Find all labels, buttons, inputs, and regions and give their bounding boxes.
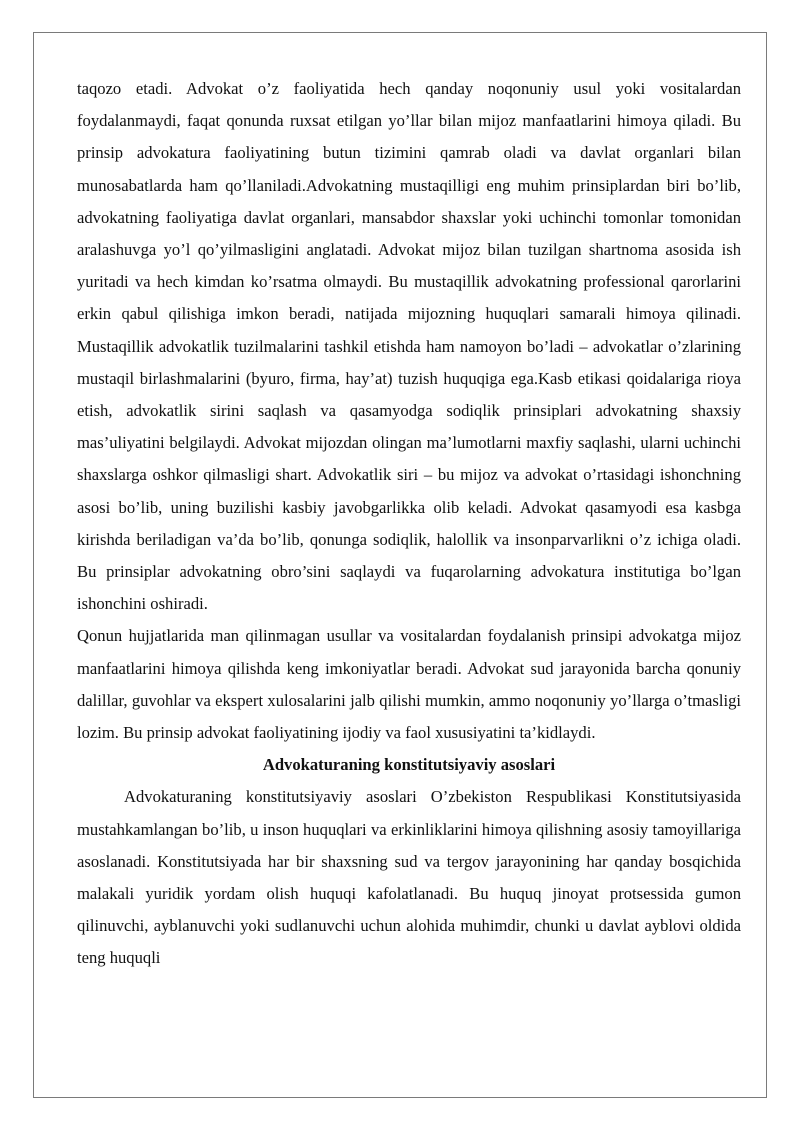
section-heading: Advokaturaning konstitutsiyaviy asoslari [262,755,556,775]
document-body [77,73,741,975]
paragraph-2: Qonun hujjatlarida man qilinmagan usullar va vositalardan foydalanish prinsipi advokatga mijoz manfaatlarini himoya qilishda keng imkoniyatlar beradi. Advokat sud jarayonida barcha qonuniy dalillar, guvohlar va ekspert xulosalarini jalb qilishi mumkin, ammo noqonuniy yo’llarga o’tmasligi lozim. Bu prinsip advokat faoliyatining ijodiy va faol xususiyatini ta’kidlaydi. [77,626,741,743]
paragraph-1: taqozo etadi. Advokat o’z faoliyatida hech qanday noqonuniy usul yoki vositalardan foydalanmaydi, faqat qonunda ruxsat etilgan yo’llar bilan mijoz manfaatlarini himoya qiladi. Bu prinsip advokatura faoliyatining butun tizimini qamrab oladi va davlat organlari bilan munosabatlarda ham qo’llaniladi.Advokatning mustaqilligi eng muhim prinsiplardan biri bo’lib, advokatning faoliyatiga davlat organlari, mansabdor shaxslar yoki uchinchi tomonlar tomonidan aralashuvga yo’l qo’yilmasligini anglatadi. Advokat mijoz bilan tuzilgan shartnoma asosida ish yuritadi va hech kimdan ko’rsatma olmaydi. Bu mustaqillik advokatning professional qarorlarini erkin qabul qilishiga imkon beradi, natijada mijozning huquqlari samarali himoya qilinadi. Mustaqillik advokatlik tuzilmalarini tashkil etishda ham namoyon bo’ladi – advokatlar o’zlarining mustaqil birlashmalarini (byuro, firma, hay’at) tuzish huquqiga ega.Kasb etikasi qoidalariga rioya etish, advokatlik sirini saqlash va qasamyodga sodiqlik prinsiplari advokatning shaxsiy mas’uliyatini belgilaydi. Advokat mijozdan olingan ma’lumotlarni maxfiy saqlashi, ularni uchinchi shaxslarga oshkor qilmasligi shart. Advokatlik siri – bu mijoz va advokat o’rtasidagi ishonchning asosi bo’lib, uning buzilishi kasbiy javobgarlikka olib keladi. Advokat qasamyodi esa kasbga kirishda beriladigan va’da bo’lib, qonunga sodiqlik, halollik va insonparvarlikni o’z ichiga oladi. Bu prinsiplar advokatning obro’sini saqlaydi va fuqarolarning advokatura institutiga bo’lgan ishonchini oshiradi. [77,79,741,614]
section-paragraph: Advokaturaning konstitutsiyaviy asoslari O’zbekiston Respublikasi Konstitutsiyasida mustahkamlangan bo’lib, u inson huquqlari va erkinliklarini himoya qilishning asosiy tamoyillariga asoslanadi. Konstitutsiyada har bir shaxsning sud va tergov jarayonining har qanday bosqichida malakali yuridik yordam olish huquqi kafolatlanadi. Bu huquq jinoyat protsessida gumon qilinuvchi, ayblanuvchi yoki sudlanuvchi uchun alohida muhimdir, chunki u davlat ayblovi oldida teng huquqli [77,787,741,968]
